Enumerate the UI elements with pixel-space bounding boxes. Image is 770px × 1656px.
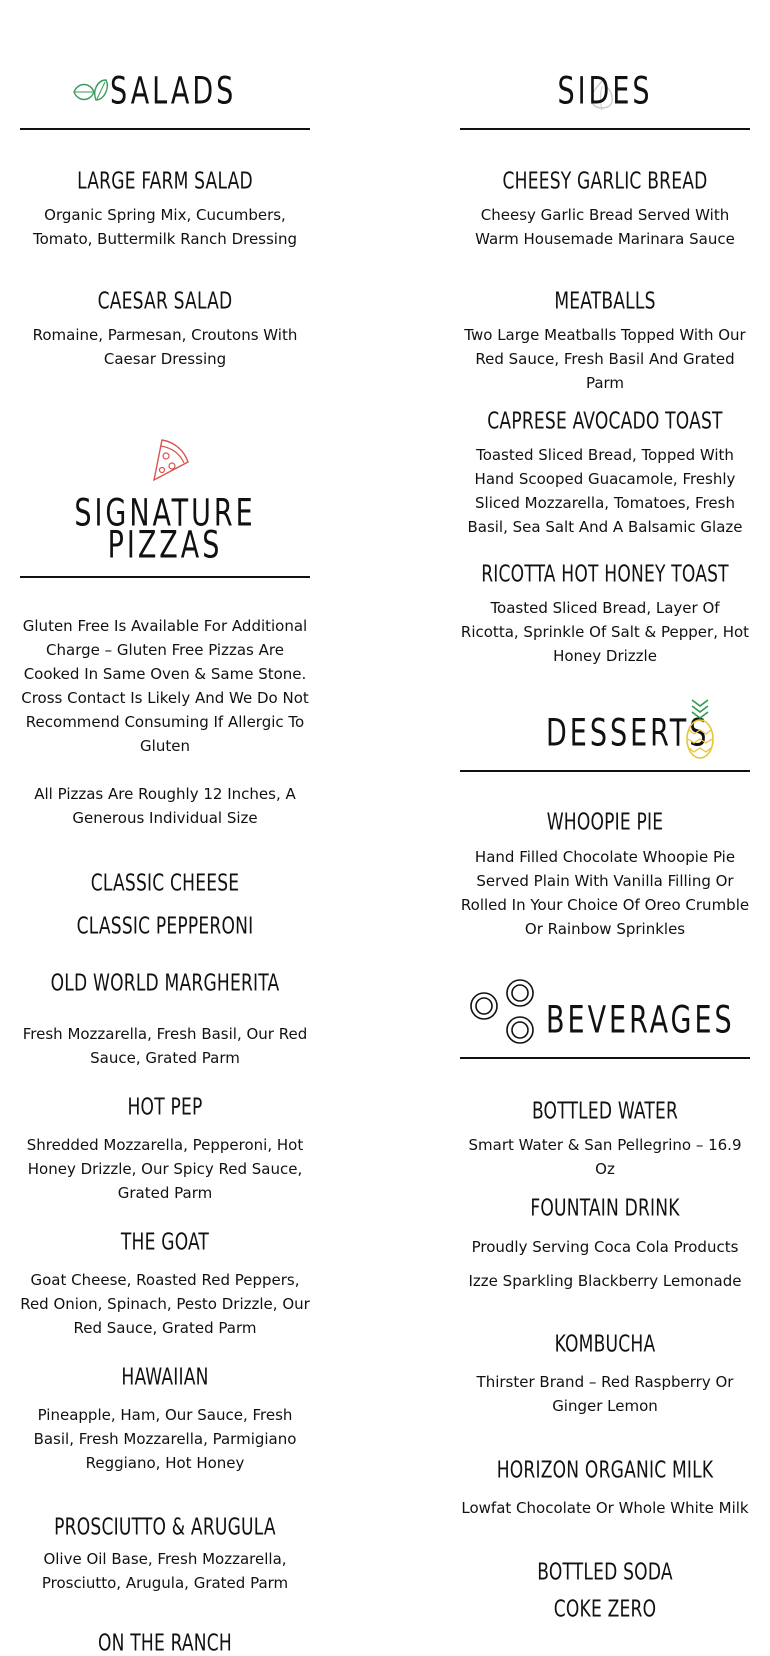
salads-title: SALADS xyxy=(110,69,237,114)
beverage-item-title: BOTTLED WATER xyxy=(531,1097,679,1125)
pizza-item-title: HAWAIIAN xyxy=(121,1363,209,1391)
side-item-title: MEATBALLS xyxy=(554,287,656,315)
dessert-item-title: WHOOPIE PIE xyxy=(546,808,664,836)
pizza-item-desc: Shredded Mozzarella, Pepperoni, Hot Honey Drizzle, Our Spicy Red Sauce, Grated Parm xyxy=(26,1136,304,1202)
pizzas-title-line2: PIZZAS xyxy=(107,523,223,568)
pizza-item-desc: Olive Oil Base, Fresh Mozzarella, Prosciutto, Arugula, Grated Parm xyxy=(41,1550,289,1592)
side-item-desc: Toasted Sliced Bread, Topped With Hand Scooped Guacamole, Freshly Sliced Mozzarella, Tomatoes, Fresh Basil, Sea Salt And A Balsamic Glaze xyxy=(467,446,743,536)
pizzas-divider xyxy=(20,576,310,578)
beverage-item-title: BOTTLED SODA xyxy=(537,1558,673,1586)
pineapple-icon xyxy=(684,696,716,760)
bubbles-icon xyxy=(470,978,540,1048)
salads-header xyxy=(20,69,310,114)
beverage-item-title: HORIZON ORGANIC MILK xyxy=(496,1456,714,1484)
salads-divider xyxy=(20,128,310,130)
beverage-item-desc: Thirster Brand – Red Raspberry Or Ginger Lemon xyxy=(476,1373,734,1415)
gluten-free-note: Gluten Free Is Available For Additional Charge – Gluten Free Pizzas Are Cooked In Same Oven & Same Stone. Cross Contact Is Likely And We Do Not Recommend Consuming If Allergic To Gluten xyxy=(21,617,309,755)
side-item-desc: Toasted Sliced Bread, Layer Of Ricotta, Sprinkle Of Salt & Pepper, Hot Honey Drizzle xyxy=(460,599,750,665)
pizza-item-title: ON THE RANCH xyxy=(98,1629,232,1656)
desserts-divider xyxy=(460,770,750,772)
beverages-title: BEVERAGES xyxy=(546,998,735,1043)
side-item-title: CHEESY GARLIC BREAD xyxy=(502,167,708,195)
side-item-title: RICOTTA HOT HONEY TOAST xyxy=(481,560,729,588)
pizza-item-title: THE GOAT xyxy=(120,1228,210,1256)
pizzas-title-line1: SIGNATURE xyxy=(74,491,256,536)
beverages-divider xyxy=(460,1057,750,1059)
sides-title: SIDES xyxy=(557,69,653,114)
beverage-item-title: KOMBUCHA xyxy=(554,1330,656,1358)
salad-item-title: LARGE FARM SALAD xyxy=(77,167,253,195)
beverage-item-desc: Proudly Serving Coca Cola Products xyxy=(471,1238,739,1256)
salad-item-title: CAESAR SALAD xyxy=(97,287,233,315)
salad-item-desc: Organic Spring Mix, Cucumbers, Tomato, Buttermilk Ranch Dressing xyxy=(32,206,298,248)
pizza-item-title: CLASSIC CHEESE xyxy=(90,869,240,897)
desserts-title: DESSERTS xyxy=(546,711,710,756)
leaf-icon xyxy=(72,78,112,108)
beverage-item-desc: Lowfat Chocolate Or Whole White Milk xyxy=(461,1499,749,1517)
pizza-item-title: HOT PEP xyxy=(127,1093,203,1121)
beverage-item-desc: Smart Water & San Pellegrino – 16.9 Oz xyxy=(468,1136,742,1178)
beverage-item-desc: Izze Sparkling Blackberry Lemonade xyxy=(468,1272,742,1290)
salad-item-desc: Romaine, Parmesan, Croutons With Caesar Dressing xyxy=(32,326,298,368)
beverage-item-title: COKE ZERO xyxy=(553,1595,657,1623)
pizza-size-note: All Pizzas Are Roughly 12 Inches, A Generous Individual Size xyxy=(34,785,296,827)
side-item-desc: Cheesy Garlic Bread Served With Warm Housemade Marinara Sauce xyxy=(475,206,735,248)
side-item-desc: Two Large Meatballs Topped With Our Red Sauce, Fresh Basil And Grated Parm xyxy=(464,326,746,392)
dessert-item-desc: Hand Filled Chocolate Whoopie Pie Served Plain With Vanilla Filling Or Rolled In Your Choice Of Oreo Crumble Or Rainbow Sprinkles xyxy=(460,848,750,938)
pizza-slice-icon xyxy=(148,436,192,482)
side-item-title: CAPRESE AVOCADO TOAST xyxy=(487,407,723,435)
pizza-item-desc: Goat Cheese, Roasted Red Peppers, Red Onion, Spinach, Pesto Drizzle, Our Red Sauce, Grated Parm xyxy=(20,1271,310,1337)
pizza-item-title: OLD WORLD MARGHERITA xyxy=(50,969,280,997)
sides-divider xyxy=(460,128,750,130)
pizza-item-title: CLASSIC PEPPERONI xyxy=(76,912,254,940)
sides-header xyxy=(460,69,750,114)
pizza-item-title: PROSCIUTTO & ARUGULA xyxy=(54,1513,276,1541)
pizza-item-desc: Pineapple, Ham, Our Sauce, Fresh Basil, Fresh Mozzarella, Parmigiano Reggiano, Hot Honey xyxy=(33,1406,297,1472)
beverage-item-title: FOUNTAIN DRINK xyxy=(530,1194,680,1222)
pizza-item-desc: Fresh Mozzarella, Fresh Basil, Our Red Sauce, Grated Parm xyxy=(22,1025,308,1067)
